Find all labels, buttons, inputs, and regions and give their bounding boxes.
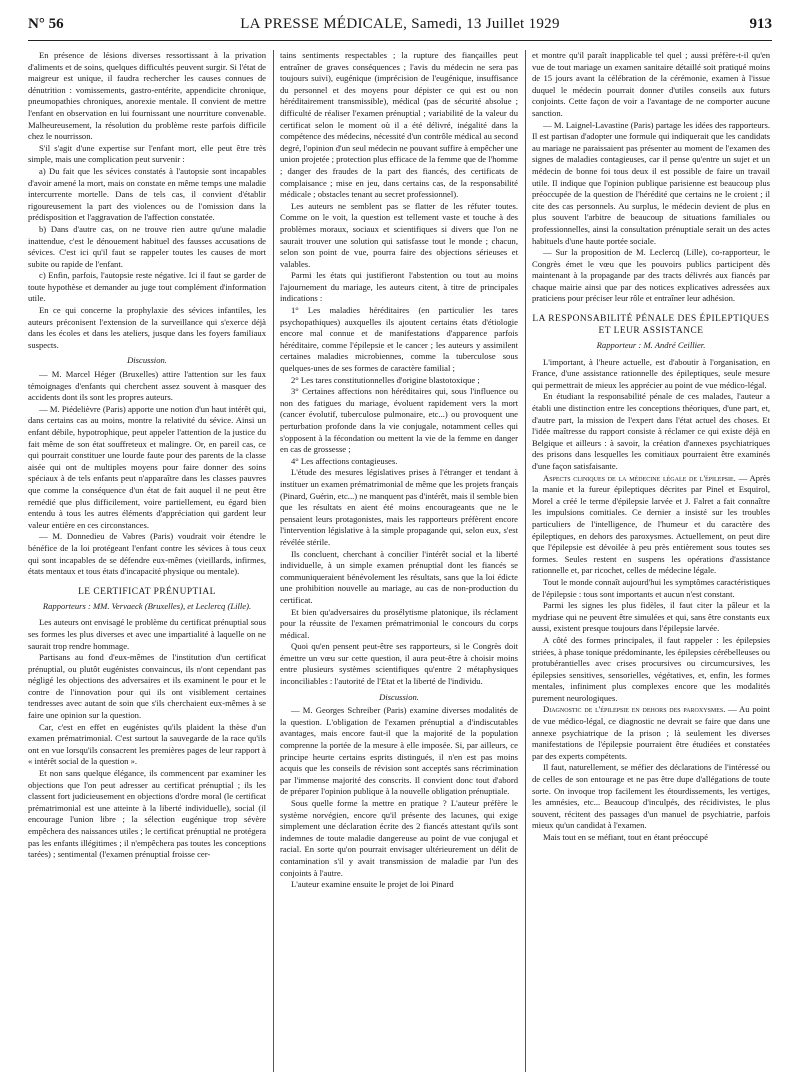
- column-divider: [273, 50, 274, 1072]
- column-middle: [280, 50, 518, 1075]
- paragraph: Mais tout en se méfiant, tout en étant préoccupé: [543, 832, 708, 842]
- rapporteurs-line: Rapporteurs : MM. Vervaeck (Bruxelles), et Leclercq (Lille).: [42, 600, 252, 611]
- paragraph: 4° Les affections contagieuses.: [291, 455, 398, 466]
- paragraph: 2° Les tares constitutionnelles d'origine blastotoxique ;: [291, 374, 480, 385]
- paragraph: En présence de lésions diverses ressortissant à la privation d'aliments et de soins, quelques difficultés peuvent surgir. Si l'état de maigreur est unique, il faudra rechercher les causes connues de dénutrition : vomissements, gastro-entérite, appendicite chronique, pneumopathies chroniques, anorexie mentale. Il convient de mettre l'enfant en observation en lui fournissant une nourriture convenable. Malheureusement, la résolution du problème reste parfois difficile chez le nourrisson.: [28, 50, 266, 142]
- discussion-heading: Discussion.: [379, 691, 419, 702]
- paragraph: Et non sans quelque élégance, ils commencent par examiner les objections que l'on peut adresser au certificat prénuptial ; ils les classent fort judicieusement en objections d'ordre moral (le certificat prématrimonial est une atteinte à la liberté individuelle), social (il encourage l'union libre ; la sélection eugénique trop sévère empêchera des naissances utiles ; le certificat prénuptial ne protégera pas les enfants illégitimes ; il n'empêchera pas toutes les conceptions tarées) ; sentimental (l'examen prénuptial froisse cer-: [28, 768, 266, 860]
- paragraph: L'étude des mesures législatives prises à l'étranger et tendant à instituer un examen prématrimonial de même que les projets français (Pinard, Guérin, etc...) ne manquent pas d'intérêt, mais il semble bien que les résultats en aient été moins encourageants que ne le pensaient leurs protagonistes, mais les rapporteurs préfèrent encore l'intervention législative à la simple propagande qui, selon eux, s'est révélée stérile.: [280, 467, 518, 547]
- paragraph-text: — Au point de vue médico-légal, ce diagnostic ne devrait se faire que dans une annexe psychiatrique de la prison ; là seulement les diverses manifestations de l'épilepsie pourraient être étudiées et constatées par des experts compétents.: [532, 704, 770, 761]
- paragraph: a) Du fait que les sévices constatés à l'autopsie sont incapables d'avoir amené la mort, mais on constate en même temps une maladie intercurrente mortelle. Dans de tels cas, il convient d'établir rigoureusement la part des violences ou de l'omission dans la prédisposition et l'aggravation de l'affection constatée.: [28, 165, 266, 223]
- rapporteur-line: Rapporteur : M. André Ceillier.: [596, 340, 706, 351]
- paragraph: Car, c'est en effet en eugénistes qu'ils plaident la thèse d'un examen prématrimonial. C'est surtout la sauvegarde de la race qu'ils ont en vue lorsqu'ils consacrent les premières pages de leur rapport à « intérêt social de la question ».: [28, 721, 266, 767]
- section-heading: LE CERTIFICAT PRÉNUPTIAL: [78, 586, 216, 597]
- journal-title: LA PRESSE MÉDICALE, Samedi, 13 Juillet 1929: [240, 16, 560, 32]
- section-heading: LA RESPONSABILITÉ PÉNALE DES ÉPILEPTIQUES ET LEUR ASSISTANCE: [532, 314, 770, 337]
- paragraph: c) Enfin, parfois, l'autopsie reste négative. Ici il faut se garder de toute hypothèse et demander au juge tout complément d'information utile.: [28, 270, 266, 304]
- paragraph: et montre qu'il paraît inapplicable tel quel ; aussi préfère-t-il qu'en vue de tout mariage un examen sanitaire détaillé soit pratiqué moins de 15 jours avant la célébration de la cérémonie, examen à l'issue duquel le médecin pourrait donner d'utiles conseils aux futurs conjoints. Cette façon de voir a l'avantage de ne comporter aucune sanction.: [532, 50, 770, 118]
- page-header: [28, 14, 772, 41]
- paragraph: Il faut, naturellement, se méfier des déclarations de l'intéressé ou de celles de son entourage et ne pas être dupe d'allégations de toute sorte. On invoque trop facilement les étourdissements, les vertiges, les amnésies, etc... Beaucoup d'inculpés, des récidivistes, le plus souvent, récitent des passages d'un manuel de psychiatrie, parfois mieux qu'un candidat à l'examen.: [532, 762, 770, 831]
- paragraph: Les auteurs ont envisagé le problème du certificat prénuptial sous ses formes les plus diverses et avec une impartialité à laquelle on ne saurait trop rendre hommage.: [28, 617, 266, 651]
- paragraph: S'il s'agit d'une expertise sur l'enfant mort, elle peut être très simple, mais une complication peut survenir :: [28, 142, 266, 165]
- paragraph: Et bien qu'adversaires du prosélytisme platonique, ils réclament pour la réussite de l'examen prématrimonial le concours du corps médical.: [280, 606, 518, 640]
- paragraph: Les auteurs ne semblent pas se flatter de les réfuter toutes. Comme on le voit, la question est tellement vaste et touche à des problèmes moraux, sociaux et scientifiques si divers que l'on ne saurait trouver une solution qui satisfasse tout le monde ; chacun, selon son point de vue, pourra faire des objections sérieuses et valables.: [280, 200, 518, 269]
- paragraph: En étudiant la responsabilité pénale de ces malades, l'auteur a établi une distinction entre les conceptions théoriques, d'une part, et, d'autre part, la mission de l'expert dans l'état actuel des choses. Et l'idée maîtresse du rapport consiste à réclamer ce qui existe déjà en Belgique et ailleurs : à savoir, la création d'annexes psychiatriques des prisons dans lesquelles les comitiaux pourraient être examinés d'une façon satisfaisante.: [532, 391, 770, 471]
- discussion-heading: Discussion.: [127, 355, 167, 366]
- column-right: [532, 50, 770, 1075]
- paragraph: Partisans au fond d'eux-mêmes de l'institution d'un certificat prénuptial, ou plutôt eugénistes convaincus, ils n'ont cependant pas négligé les objections des adversaires et ils examinent le pour et le contre de l'innovation pour qui ils ont visiblement certaines tendresses avec autant de soin que s'ils cherchaient eux-mêmes à se faire une opinion sur la question.: [28, 652, 266, 721]
- paragraph: En ce qui concerne la prophylaxie des sévices infantiles, les auteurs préconisent l'extension de la surveillance qui s'exerce déjà dans les écoles et dans les ateliers, jusque dans les foyers familiaux suspects.: [28, 305, 266, 350]
- paragraph: 3° Certaines affections non héréditaires qui, sous l'influence ou non des fatigues du mariage, évoluent rapidement vers la mort (cancer évolutif, tuberculose pulmonaire, etc...) ou provoquent une perturbation profonde dans la vie conjugale, notamment celles qui s'opposent à la fécondation ou mettent la vie de la femme en danger en cas de grossesse ;: [280, 386, 518, 455]
- paragraph: Sous quelle forme la mettre en pratique ? L'auteur préfère le système norvégien, encore qu'il présente des lacunes, qui exige simplement une déclaration écrite des 2 fiancés attestant qu'ils sont indemnes de toute maladie dangereuse au point de vue conjugal et racial. En sorte qu'on pourrait envisager ultérieurement un délit de contamination s'il y avait transmission de maladie par l'un des conjoints à l'autre.: [280, 798, 518, 878]
- paragraph: L'auteur examine ensuite le projet de loi Pinard: [291, 879, 454, 890]
- subsection-lead: Aspects cliniques de la médecine légale de l'épilepsie.: [543, 472, 736, 483]
- discussion-paragraph: — M. Laignel-Lavastine (Paris) partage les idées des rapporteurs. Il est partisan d'adopter une formule qui indiquerait que les candidats au mariage ne paraissaient pas présenter au moment de l'examen des signes de maladies contagieuses, car il pense qu'entre un sujet et un médecin de bonne foi tous deux il est possible de faire un travail utile. Il indique que l'opinion publique parisienne est beaucoup plus préoccupée de la question de l'hérédité que certains ne le croient ; il cite des cas personnels. Au surplus, le médecin devient de plus en plus souvent l'arbitre de beaucoup de situations familiales ou professionnelles, ainsi la consultation prénuptiale serait un des actes habituels d'une haute portée sociale.: [532, 119, 770, 246]
- paragraph: L'important, à l'heure actuelle, est d'aboutir à l'organisation, en France, d'une assistance rationnelle des épileptiques, seule mesure qui permettrait de mieux les apprécier au point de vue médico-légal.: [532, 356, 770, 390]
- paragraph: b) Dans d'autre cas, on ne trouve rien autre qu'une maladie inattendue, c'est le dénouement habituel des fausses accusations de sévices. C'est ici qu'il faut se rappeler toutes les causes de mort subite ou rapide de l'enfant.: [28, 223, 266, 269]
- paragraph: Ils concluent, cherchant à concilier l'intérêt social et la liberté individuelle, à un simple examen prénuptial dont les fiancés se communiqueraient bénévolement les résultats, sans que la loi édicte une prohibition nouvelle au mariage, au cas de non-production du certificat.: [280, 548, 518, 605]
- column-divider: [525, 50, 526, 1072]
- column-left: [28, 50, 266, 1075]
- paragraph: A côté des formes principales, il faut rappeler : les épilepsies striées, à phase tonique prédominante, les épilepsies cérébelleuses ou protubérantielles avec crises procursives ou circumcursives, les épilepsies sensitives, sensorielles, végétatives, et, enfin, les formes mentales, infiniment plus complexes encore que les modalités purement neurologiques.: [532, 634, 770, 703]
- discussion-paragraph: — M. Marcel Héger (Bruxelles) attire l'attention sur les faux témoignages d'enfants qui cherchent assez souvent à masquer des accidents dont ils sont les propres auteurs.: [28, 369, 266, 403]
- paragraph: [532, 473, 770, 577]
- paragraph: Quoi qu'en pensent peut-être ses rapporteurs, si le Congrès doit émettre un vœu sur cette question, il aura peut-être à choisir moins entre plusieurs systèmes scientifiques qu'entre 2 métaphysiques inconciliables : l'autorité de l'Etat et la liberté de l'individu.: [280, 641, 518, 687]
- discussion-paragraph: — Sur la proposition de M. Leclercq (Lille), co-rapporteur, le Congrès émet le vœu que les pouvoirs publics participent dès maintenant à la propagande par des tracts délivrés aux fiancés par chaque mairie ainsi que par des notices explicatives adressées aux praticiens pour préciser leur rôle et entraîner leur adhésion.: [532, 247, 770, 304]
- paragraph: 1° Les maladies héréditaires (en particulier les tares psychopathiques) auxquelles ils ajoutent certains états d'étiologie encore mal connue et de manifestations d'apparence parfois héréditaire, comme l'épilepsie et le cancer ; les auteurs y assimilent certaines maladies microbiennes, comme la tuberculose sous quelques-unes de ses formes de caractère familial ;: [280, 305, 518, 374]
- discussion-paragraph: — M. Donnedieu de Vabres (Paris) voudrait voir étendre le bénéfice de la loi protégeant l'enfant contre les sévices à tous ceux qui sont incapables de se défendre eux-mêmes (vieillards, infirmes, états mentaux et tous états d'incapacité physique ou mentale).: [28, 531, 266, 577]
- paragraph: [532, 704, 770, 762]
- discussion-paragraph: — M. Georges Schreiber (Paris) examine diverses modalités de la question. L'obligation de l'examen prénuptial a d'indiscutables avantages, mais encore faut-il que la majorité de la population comprenne la portée de la mesure à elle imposée. Si, par ailleurs, ce principe heurte certains esprits distingués, il n'en est pas moins acquis que les conseils de révision sont acceptés sans récrimination par l'immense majorité des conscrits. Il convient donc tout d'abord de préparer l'opinion publique à la nouvelle obligation prénuptiale.: [280, 705, 518, 797]
- issue-number: N° 56: [28, 16, 64, 32]
- paragraph: tains sentiments respectables ; la rupture des fiançailles peut entraîner de graves conséquences ; l'avis du médecin ne sera pas toujours suivi), eugénique (imprécision de l'eugénique, insuffisance du personnel et des moyens pour dépister ce qui est ou non héréditairement transmissible), médical (pas de sécurité absolue ; difficulté de réaliser l'examen prénuptial ; variabilité de la valeur du certificat selon le moment où il a été délivré, inégalité dans la compétence des médecins, nécessité d'un contrôle médical au second degré, l'opinion d'un seul médecin ne pouvant suffire à empêcher une union projetée ; protection plus efficace de la femme que de l'homme ; danger des fraudes de la part des fiancés, des certificats de complaisance ; mise en jeu, dans certains cas, de la responsabilité médicale ; obstacles tenant au secret professionnel).: [280, 50, 518, 200]
- paragraph: Parmi les états qui justifieront l'abstention ou tout au moins l'ajournement du mariage, les auteurs citent, à titre de principales indications :: [280, 270, 518, 304]
- paragraph: Parmi les signes les plus fidèles, il faut citer la pâleur et la mydriase qui ne peuvent être simulées et qui, sans être constants eux aussi, existent presque toujours dans l'épilepsie larvée.: [532, 600, 770, 634]
- discussion-paragraph: — M. Piédelièvre (Paris) apporte une notion d'un haut intérêt qui, dans certains cas au moins, montre la relativité du sévice. Ainsi un enfant débile, hypotrophique, peut appeler l'attention de la justice du fait même de son état souffreteux et malingre. Or, en pareil cas, ce qui pourrait constituer une lourde faute pour des parents de la classe aisée qui ont de multiples moyens pour faire donner des soins spéciaux à de tels enfants peut n'apparaître dans les classes pauvres que comme la conséquence d'un état de fait auquel il ne peut être remédié que plus difficilement, voire partiellement, eu égard bien entendu à tous les autres éléments d'appréciation qui gardent leur valeur entière en ces circonstances.: [28, 403, 266, 530]
- paragraph: Tout le monde connaît aujourd'hui les symptômes caractéristiques de l'épilepsie : tous sont importants et aucun n'est constant.: [532, 576, 770, 599]
- subsection-lead: Diagnostic de l'épilepsie en dehors des paroxysmes.: [543, 704, 726, 715]
- paragraph-text: — Après la manie et la fureur épileptiques décrites par Pinel et Esquirol, Morel a créé le terme d'épilepsie larvée et J. Falret a fait connaître les impulsions comitiales. Ce dernier a insisté sur les troubles particuliers de l'intelligence, de l'humeur et du caractère des épileptiques, en dehors des paroxysmes. Actuellement, on peut dire que l'épilepsie est dévoilée à peu près entièrement sous toutes ses formes. Seules restent en suspens les opérations d'assistance rationnelle et, par ricochet, celles de médecine légale.: [532, 472, 770, 576]
- page-number: 913: [749, 16, 772, 32]
